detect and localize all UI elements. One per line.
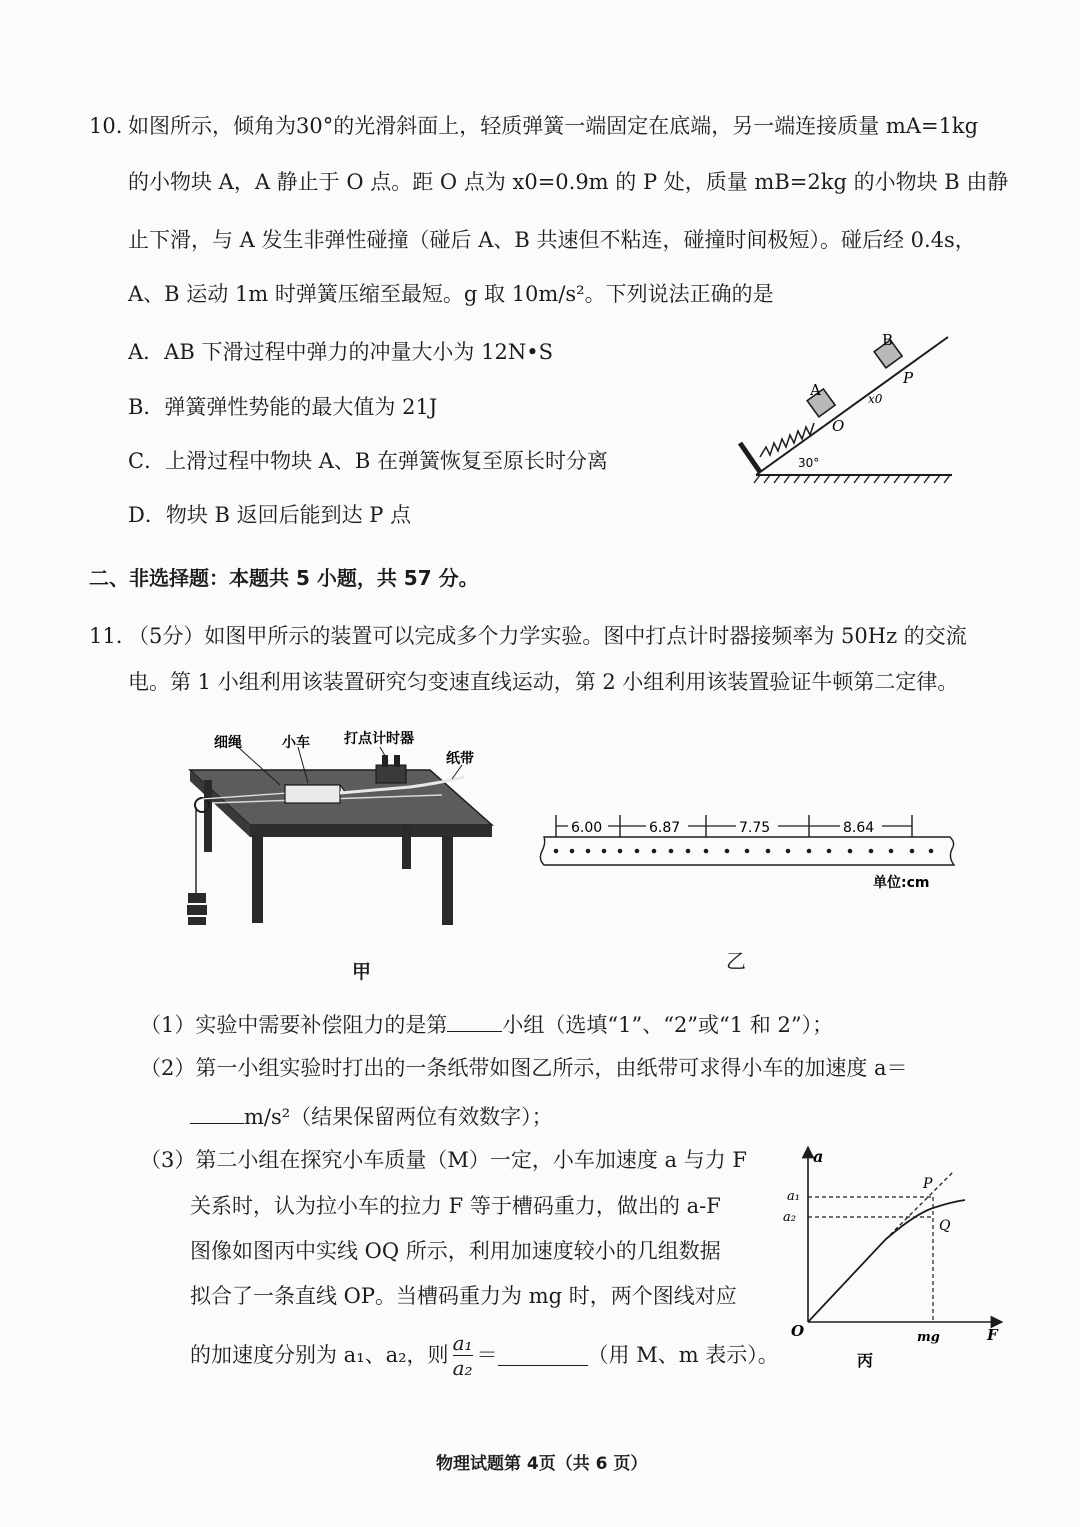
- q10-number: 10.: [89, 114, 123, 138]
- q10-stem-line-4: A、B 运动 1m 时弹簧压缩至最短。g 取 10m/s²。下列说法正确的是: [128, 282, 774, 306]
- label-p: P: [903, 369, 914, 387]
- segment-4: 8.64: [843, 820, 875, 836]
- af-graph: [775, 1140, 1010, 1380]
- q11-stem-line-2: 电。第 1 小组利用该装置研究匀变速直线运动，第 2 小组利用该装置验证牛顿第二定律。: [128, 670, 959, 694]
- q11-part-2-line-1: （2）第一小组实验时打出的一条纸带如图乙所示，由纸带可求得小车的加速度 a＝: [140, 1056, 908, 1080]
- q11-part-1: （1）实验中需要补偿阻力的是第 小组（选填“1”、“2”或“1 和 2”）；: [140, 1013, 834, 1037]
- q10-stem-line-1: 如图所示，倾角为30°的光滑斜面上，轻质弹簧一端固定在底端，另一端连接质量 mA=1kg: [128, 114, 979, 138]
- caption-yi: 乙: [726, 949, 746, 973]
- page-footer: 物理试题第 4页（共 6 页）: [436, 1454, 648, 1474]
- label-a: A: [810, 381, 821, 399]
- answer-blank-1[interactable]: [447, 1011, 502, 1032]
- label-rope: 细绳: [214, 735, 242, 751]
- q10-stem-line-3: 止下滑，与 A 发生非弹性碰撞（碰后 A、B 共速但不粘连，碰撞时间极短）。碰后经 0.4s，: [128, 228, 976, 252]
- a1-label: a₁: [787, 1189, 800, 1204]
- q11-part-3-line-5: 的加速度分别为 a₁、a₂，则 $\frac{\text{a₁}}{\text{a₂}}$ ＝ （用 M、m 表示）。: [190, 1331, 779, 1380]
- segment-2: 6.87: [649, 820, 681, 836]
- label-o: O: [832, 417, 845, 435]
- segment-3: 7.75: [739, 820, 771, 836]
- label-tape: 纸带: [446, 751, 474, 767]
- section-heading: 二、非选择题：本题共 5 小题，共 57 分。: [89, 566, 479, 590]
- q10-option-b: B．弹簧弹性势能的最大值为 21J: [128, 395, 438, 419]
- q10-option-d: D．物块 B 返回后能到达 P 点: [128, 503, 412, 527]
- a2-label: a₂: [783, 1210, 796, 1225]
- q10-option-c: C．上滑过程中物块 A、B 在弹簧恢复至原长时分离: [128, 449, 609, 473]
- ratio-fraction: $\frac{\text{a₁}}{\text{a₂}}$: [452, 1331, 473, 1380]
- q11-stem-line-1: （5分）如图甲所示的装置可以完成多个力学实验。图中打点计时器接频率为 50Hz 的交流: [128, 624, 967, 648]
- p-label: P: [923, 1176, 933, 1192]
- q11-part-2-line-2: m/s²（结果保留两位有效数字）；: [190, 1103, 553, 1128]
- q11-part-3-line-4: 拟合了一条直线 OP。当槽码重力为 mg 时，两个图线对应: [190, 1284, 737, 1308]
- label-timer: 打点计时器: [344, 731, 414, 747]
- incline-figure: [720, 325, 970, 490]
- label-x0: x0: [868, 392, 883, 406]
- label-angle: 30°: [798, 456, 820, 470]
- tape-unit: 单位:cm: [873, 875, 930, 891]
- answer-blank-3[interactable]: [498, 1345, 588, 1366]
- label-b: B: [882, 331, 894, 349]
- answer-blank-2[interactable]: [190, 1103, 244, 1124]
- caption-jia: 甲: [352, 961, 372, 983]
- mg-label: mg: [917, 1330, 940, 1345]
- q11-part-3-line-3: 图像如图丙中实线 OQ 所示，利用加速度较小的几组数据: [190, 1239, 721, 1263]
- q11-part-3-line-1: （3）第二小组在探究小车质量（M）一定，小车加速度 a 与力 F: [140, 1148, 747, 1172]
- q-label: Q: [939, 1218, 951, 1234]
- origin-label: O: [791, 1322, 805, 1340]
- segment-1: 6.00: [571, 820, 603, 836]
- apparatus-figure: [180, 725, 510, 935]
- q11-part-3-line-2: 关系时，认为拉小车的拉力 F 等于槽码重力，做出的 a-F: [190, 1194, 721, 1218]
- q11-number: 11.: [89, 624, 123, 648]
- axis-y-label: a: [813, 1147, 824, 1166]
- q10-option-a: A．AB 下滑过程中弹力的冲量大小为 12N•S: [128, 340, 553, 364]
- caption-bing: 丙: [857, 1351, 874, 1370]
- q10-stem-line-2: 的小物块 A，A 静止于 O 点。距 O 点为 x0=0.9m 的 P 处，质量 mB=2kg 的小物块 B 由静: [128, 170, 1009, 194]
- tape-figure: [538, 805, 963, 900]
- axis-x-label: F: [987, 1326, 998, 1344]
- label-cart: 小车: [282, 735, 310, 751]
- timer: [376, 765, 406, 783]
